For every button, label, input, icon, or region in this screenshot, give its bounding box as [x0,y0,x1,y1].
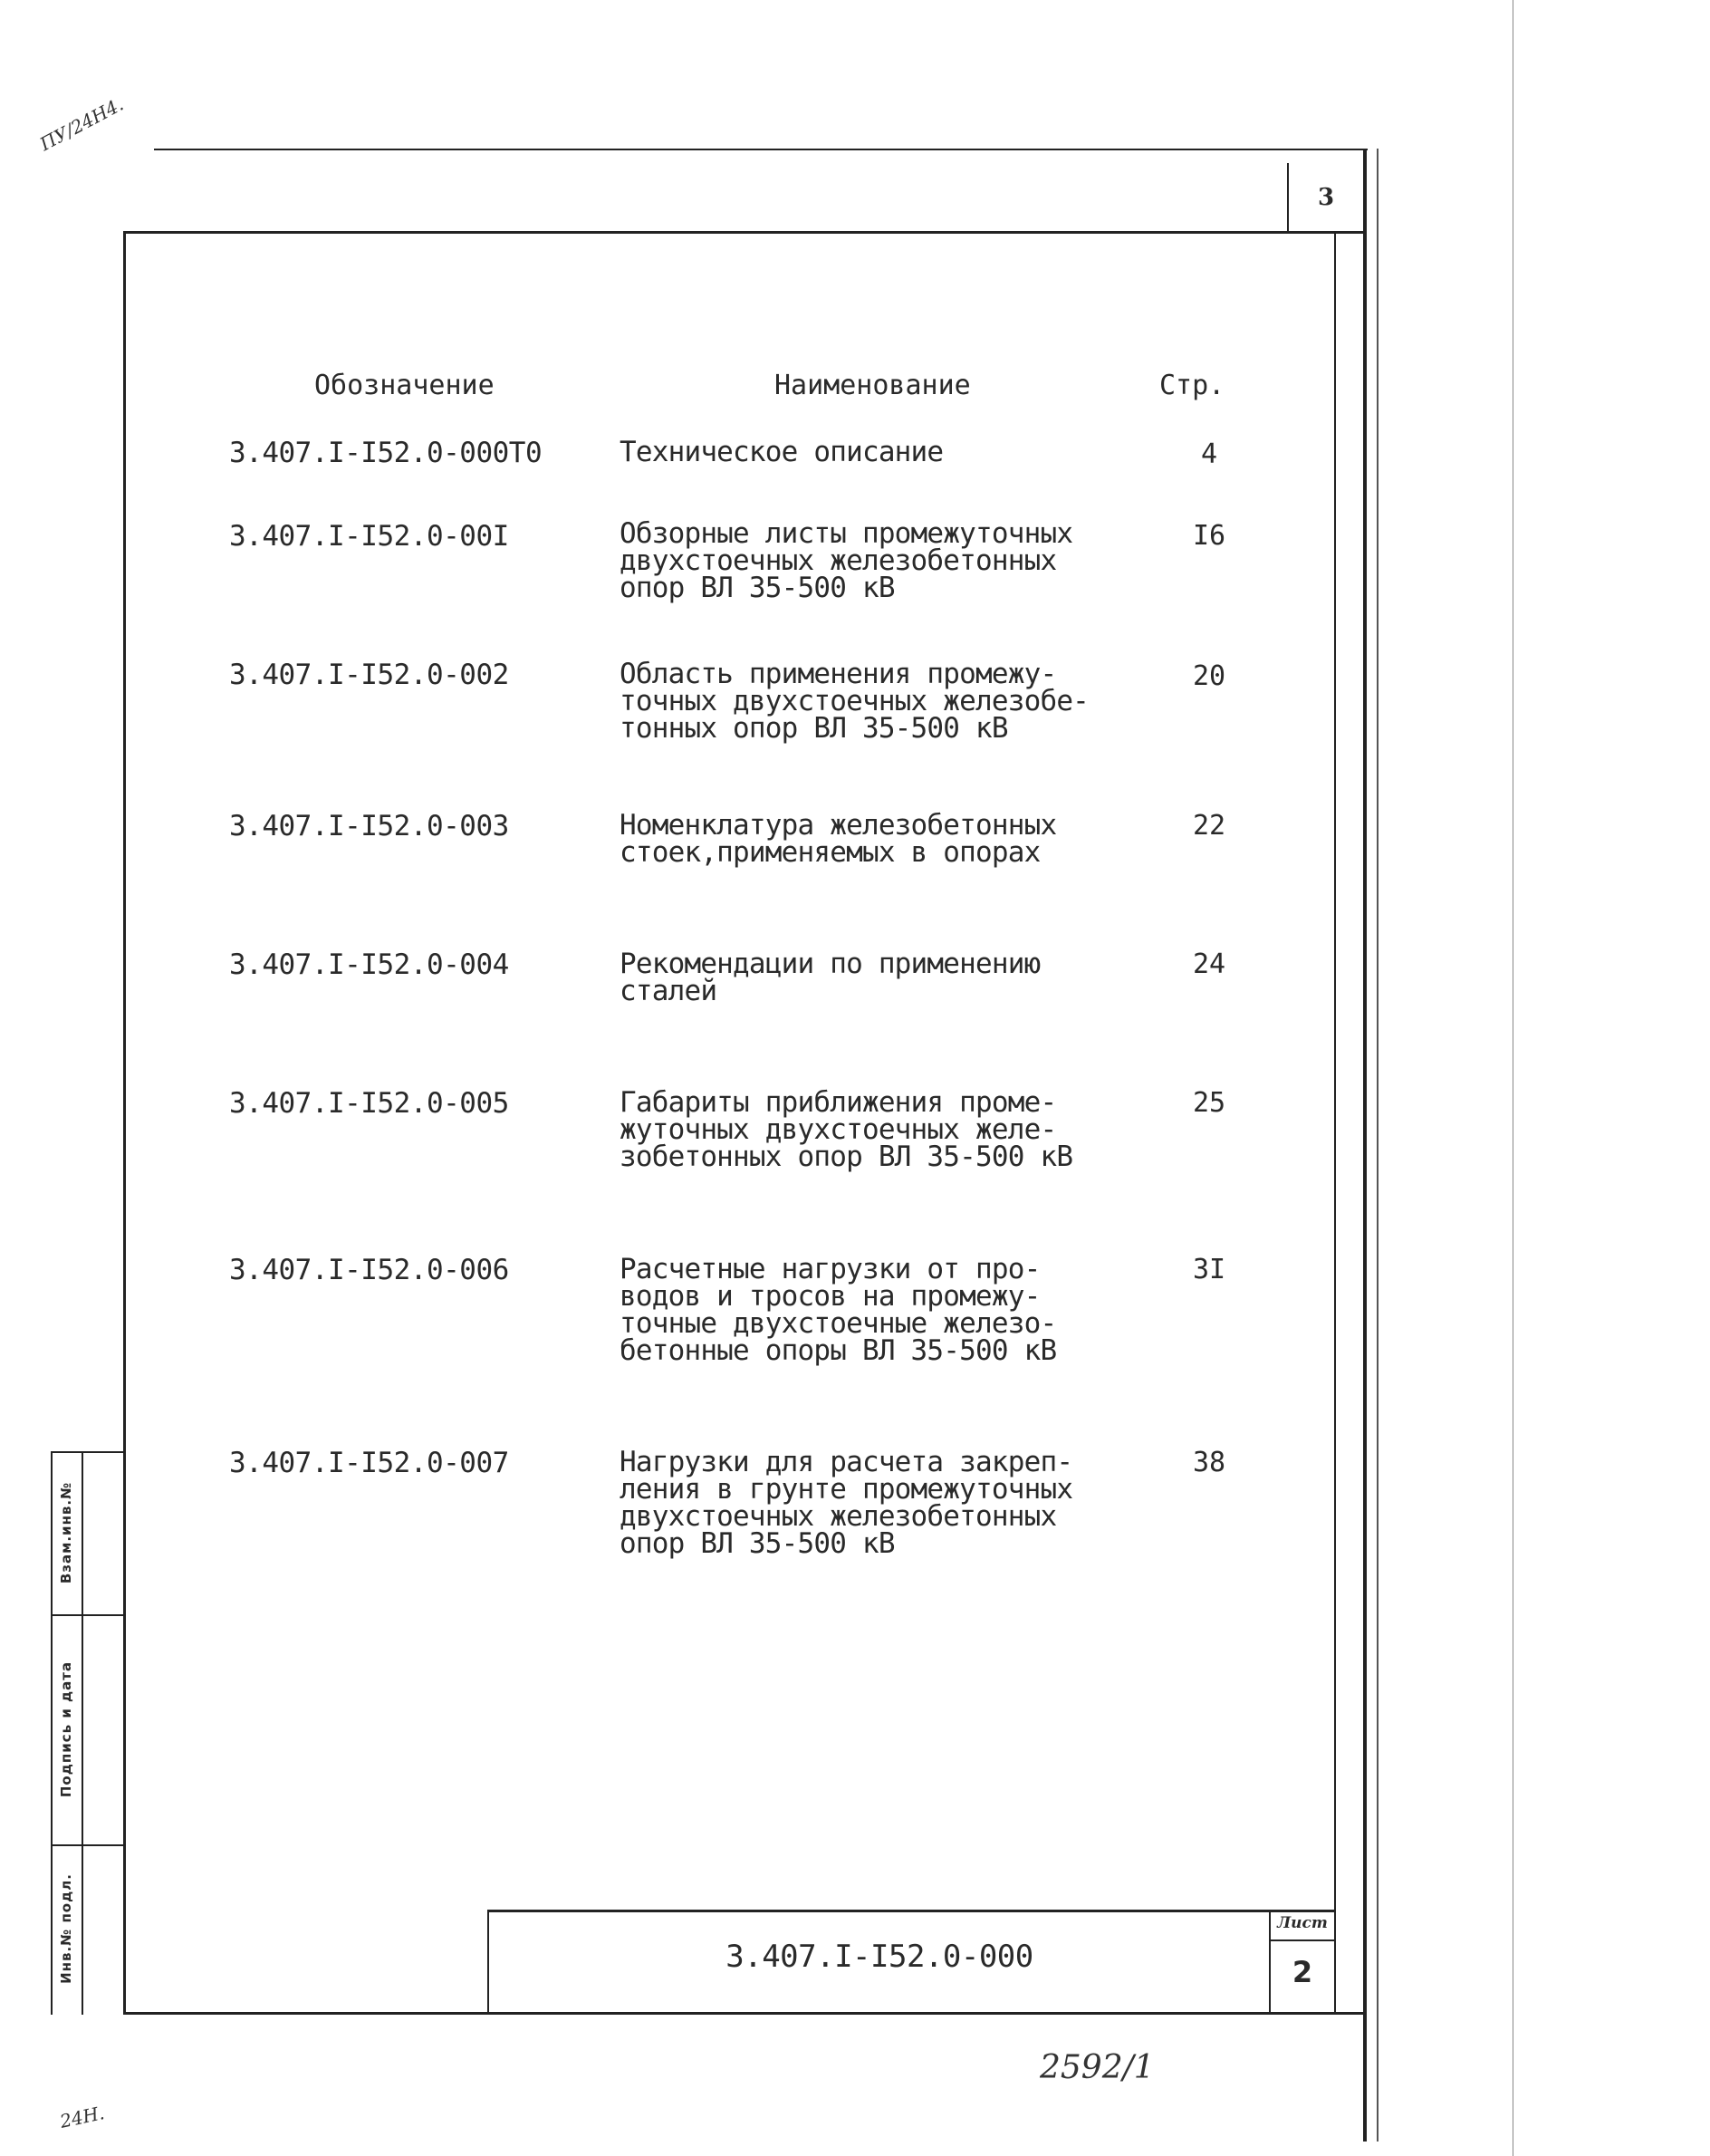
sheet-cell-divider [1269,1939,1336,1941]
table-row-code: 3.407.I-I52.0-000Т0 [229,437,543,469]
table-row-code: 3.407.I-I52.0-007 [229,1447,509,1479]
top-border-line [154,149,1368,150]
table-row-page: I6 [1192,520,1226,552]
right-double-border [1377,149,1379,2142]
title-block-code: 3.407.I-I52.0-000 [725,1939,1033,1975]
table-row-code: 3.407.I-I52.0-005 [229,1087,509,1120]
handwritten-note-bottom-right: 2592/1 [1040,2049,1155,2086]
table-row-code: 3.407.I-I52.0-002 [229,659,509,691]
table-row-code: 3.407.I-I52.0-006 [229,1254,509,1286]
handwritten-note-bottom-left: 24Н. [58,2102,107,2132]
header-name: Наименование [774,370,971,401]
sheet-number: 2 [1292,1955,1313,1989]
sheet-label: Лист [1277,1914,1328,1932]
table-row-name: Нагрузки для расчета закреп- ления в грунте промежуточных двухстоечных железобетонных опор ВЛ 35-500 кВ [620,1446,1073,1560]
table-row-code: 3.407.I-I52.0-00I [229,520,509,553]
frame-left [123,231,126,2014]
table-row-code: 3.407.I-I52.0-003 [229,810,509,842]
table-row-page: 24 [1192,948,1226,980]
frame-top [123,231,1364,234]
table-row-name: Обзорные листы промежуточных двухстоечных железобетонных опор ВЛ 35-500 кВ [620,517,1073,604]
frame-inner-right [1334,231,1336,2014]
table-row-name: Габариты приближения проме- жуточных двухстоечных желе- зобетонных опор ВЛ 35-500 кВ [620,1086,1073,1173]
header-page: Стр. [1159,370,1225,401]
table-row-page: 38 [1192,1447,1226,1478]
page-number-top: 3 [1317,183,1335,211]
side-stamp-inv-original: Инв.№ подл. [58,1873,75,1984]
header-designation: Обозначение [314,370,495,401]
table-row-name: Рекомендации по применению сталей [620,948,1041,1007]
table-row-code: 3.407.I-I52.0-004 [229,948,509,981]
right-outer-border [1363,149,1367,2142]
table-row-name: Область применения промежу- точных двухстоечных железобе- тонных опор ВЛ 35-500 кВ [620,658,1090,745]
table-row-name: Номенклатура железобетонных стоек,применяемых в опорах [620,809,1057,869]
table-row-page: 3I [1192,1254,1226,1285]
table-row-page: 20 [1192,660,1226,692]
side-stamp-mid [82,1451,83,2015]
handwritten-note-top-left: ПУ/24Н4. [36,92,128,156]
side-stamp-inv-replace: Взам.инв.№ [58,1481,74,1584]
table-row-page: 25 [1192,1087,1226,1119]
frame-bottom [123,2012,1364,2015]
table-row-name: Техническое описание [620,436,944,468]
table-row-page: 22 [1192,810,1226,842]
table-row-name: Расчетные нагрузки от про- водов и тросов на промежу- точные двухстоечные железо- бетонные опоры ВЛ 35-500 кВ [620,1253,1057,1367]
table-row-page: 4 [1200,438,1218,470]
side-stamp-signature-date: Подпись и дата [58,1660,75,1798]
